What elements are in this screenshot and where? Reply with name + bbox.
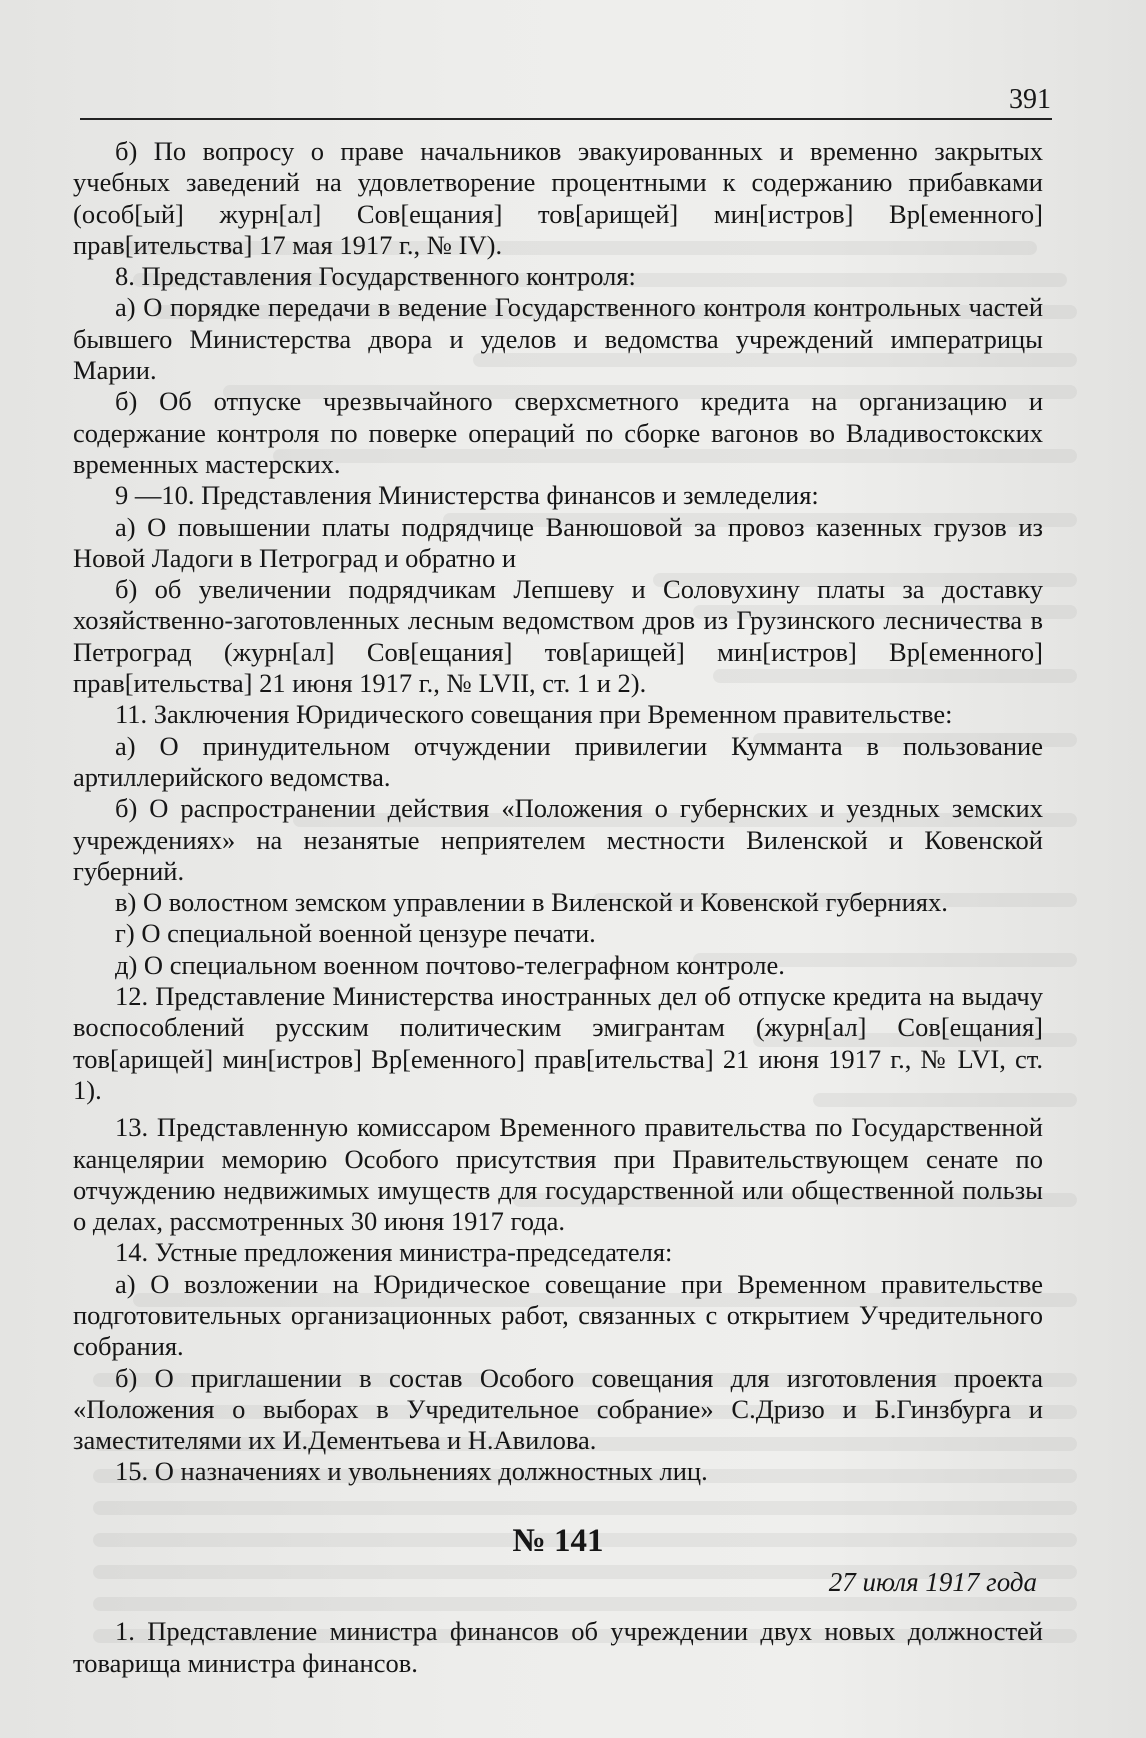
paragraph: б) Об отпуске чрезвычайного сверхсметного кредита на организацию и содержание контроля по поверке операций по сборке вагонов во Владивостокских временных мастерских. [73,386,1043,479]
page-number: 391 [1009,84,1051,115]
document-date: 27 июля 1917 года [828,1567,1037,1598]
paragraph: д) О специальном военном почтово-телеграфном контроле. [115,949,785,980]
closing-paragraph: 1. Представление министра финансов об учреждении двух новых должностей товарища министра финансов. [73,1616,1043,1678]
header-rule [80,118,1052,120]
page-body [73,136,1043,1679]
paragraph: а) О повышении платы подрядчице Ванюшовой за провоз казенных грузов из Новой Ладоги в Петроград и обратно и [73,511,1043,573]
paragraph: 14. Устные предложения министра-председателя: [115,1237,673,1268]
document-number-heading: № 141 [512,1522,604,1559]
paragraph: 11. Заключения Юридического совещания при Временном правительстве: [115,699,953,730]
paragraph: б) О приглашении в состав Особого совещания для изготовления проекта «Положения о выборах в Учредительное собрание» С.Дризо и Б.Гинзбурга и заместителями их И.Дементьева и Н.Авилова. [73,1362,1043,1456]
paragraph: в) О волостном земском управлении в Виленской и Ковенской губерниях. [115,887,948,918]
paragraph: 15. О назначениях и увольнениях должностных лиц. [115,1456,708,1487]
paragraph: а) О возложении на Юридическое совещание при Временном правительстве подготовительных организационных работ, связанных с открытием Учредительного собрания. [73,1268,1043,1362]
paragraph: б) По вопросу о праве начальников эвакуированных и временно закрытых учебных заведений на удовлетворение процентными к содержанию прибавками (особ[ый] журн[ал] Сов[ещания] тов[арищей] мин[истров] Вр[еменного] прав[ительства] 17 мая 1917 г., № IV). [73,136,1043,260]
paragraph: б) О распространении действия «Положения о губернских и уездных земских учреждениях» на незанятые неприятелем местности Виленской и Ковенской губерний. [73,793,1043,886]
paragraph: г) О специальной военной цензуре печати. [115,918,596,949]
paragraph: а) О порядке передачи в ведение Государственного контроля контрольных частей бывшего Министерства двора и уделов и ведомства учреждений императрицы Марии. [73,292,1043,386]
paragraph: а) О принудительном отчуждении привилегии Кумманта в пользование артиллерийского ведомства. [73,730,1043,792]
paragraph: 12. Представление Министерства иностранных дел об отпуске кредита на выдачу воспособлений русским политическим эмигрантам (журн[ал] Сов[ещания] тов[арищей] мин[истров] Вр[еменного] прав[ительства] 21 июня 1917 г., № LVI, ст. 1). [73,981,1043,1105]
paragraph: 13. Представленную комиссаром Временного правительства по Государственной канцелярии меморию Особого присутствия при Правительствующем сенате по отчуждению недвижимых имуществ для государственной или общественной пользы о делах, рассмотренных 30 июня 1917 года. [73,1112,1043,1237]
paragraph: 9 —10. Представления Министерства финансов и земледелия: [115,480,819,511]
paragraph: б) об увеличении подрядчикам Лепшеву и Соловухину платы за доставку хозяйственно-заготовленных лесным ведомством дров из Грузинского лесничества в Петроград (журн[ал] Сов[ещания] тов[арищей] мин[истров] Вр[еменного] прав[ительства] 21 июня 1917 г., № LVII, ст. 1 и 2). [73,574,1043,699]
paragraph: 8. Представления Государственного контроля: [115,261,636,292]
